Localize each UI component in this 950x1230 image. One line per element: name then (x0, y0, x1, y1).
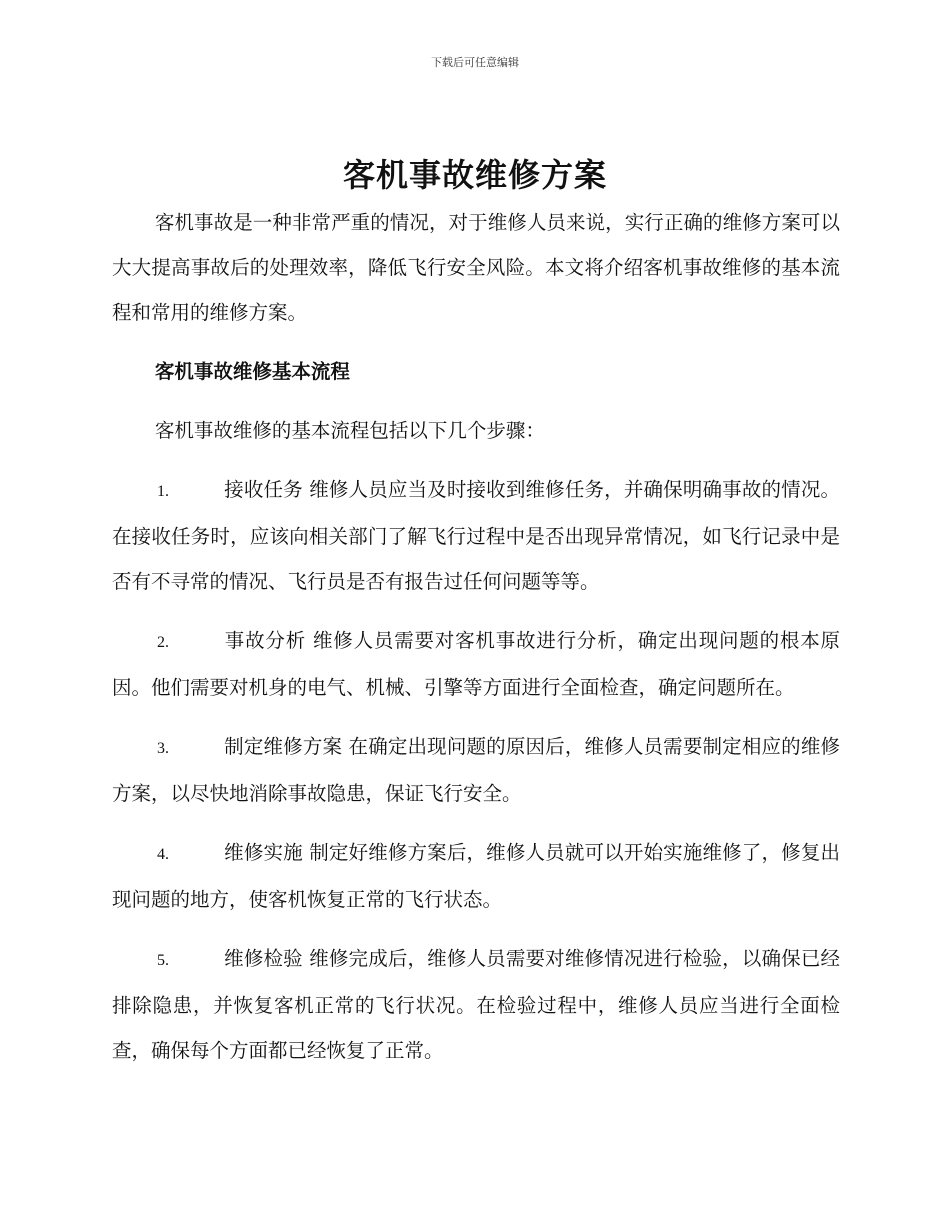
step-item (112, 830, 840, 922)
step-item (112, 618, 840, 710)
step-number: 4. (157, 846, 169, 863)
document-body (112, 200, 840, 1087)
step-text: 维修实施 制定好维修方案后，维修人员就可以开始实施维修了，修复出现问题的地方，使客机恢复正常的飞行状态。 (112, 841, 840, 911)
intro-paragraph: 客机事故是一种非常严重的情况，对于维修人员来说，实行正确的维修方案可以大大提高事故后的处理效率，降低飞行安全风险。本文将介绍客机事故维修的基本流程和常用的维修方案。 (112, 211, 840, 324)
page-title: 客机事故维修方案 (342, 156, 607, 194)
section-heading: 客机事故维修基本流程 (154, 360, 350, 383)
step-number: 3. (157, 740, 169, 757)
step-text: 维修检验 维修完成后，维修人员需要对维修情况进行检验，以确保已经排除隐患，并恢复客机正常的飞行状况。在检验过程中，维修人员应当进行全面检查，确保每个方面都已经恢复了正常。 (112, 947, 840, 1062)
section-lead: 客机事故维修的基本流程包括以下几个步骤： (154, 419, 545, 442)
header-note: 下载后可任意编辑 (431, 56, 519, 69)
step-number: 5. (157, 952, 169, 969)
step-text: 制定维修方案 在确定出现问题的原因后，维修人员需要制定相应的维修方案，以尽快地消除事故隐患，保证飞行安全。 (112, 735, 840, 805)
step-number: 2. (157, 634, 169, 651)
step-text: 事故分析 维修人员需要对客机事故进行分析，确定出现问题的根本原因。他们需要对机身的电气、机械、引擎等方面进行全面检查，确定问题所在。 (112, 629, 840, 699)
step-item (112, 724, 840, 816)
step-item (112, 936, 840, 1073)
step-number: 1. (157, 483, 169, 500)
step-item (112, 467, 840, 604)
step-text: 接收任务 维修人员应当及时接收到维修任务，并确保明确事故的情况。在接收任务时，应该向相关部门了解飞行过程中是否出现异常情况，如飞行记录中是否有不寻常的情况、飞行员是否有报告过任何问题等等。 (112, 478, 840, 593)
